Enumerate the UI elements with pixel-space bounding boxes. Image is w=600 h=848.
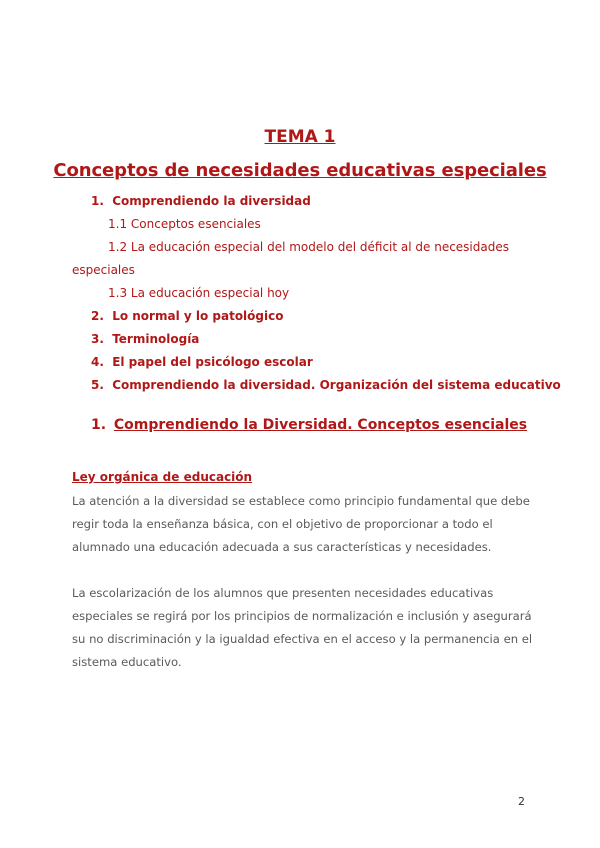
toc-item-1 [72,190,532,213]
toc-item-5 [72,374,561,397]
toc-item-number: 2. [91,309,104,323]
paragraph-line: sistema educativo. [72,655,182,669]
toc-item-number: 4. [91,355,104,369]
toc-item-label: Lo normal y lo patológico [112,309,284,323]
page-title: Conceptos de necesidades educativas especiales [53,160,547,181]
paragraph-diversity [72,490,532,559]
toc-item-number: 1. [91,194,104,208]
paragraph-line: La escolarización de los alumnos que presenten necesidades educativas [72,586,494,600]
paragraph-line: La atención a la diversidad se establece como principio fundamental que debe [72,494,530,508]
toc-item-3 [72,328,532,351]
toc-item-label: Terminología [112,332,200,346]
page-number: 2 [518,795,525,808]
section-number: 1. [91,417,107,433]
paragraph-line: alumnado una educación adecuada a sus características y necesidades. [72,540,492,554]
paragraph-schooling [72,582,532,674]
toc-subitem-1-3: 1.3 La educación especial hoy [108,286,290,300]
law-title: Ley orgánica de educación [72,470,253,484]
toc-item-label: Comprendiendo la diversidad [112,194,311,208]
section-title: Comprendiendo la Diversidad. Conceptos esenciales [113,417,528,433]
toc-item-label: Comprendiendo la diversidad. Organización del sistema educativo [112,378,561,392]
toc-item-number: 3. [91,332,104,346]
toc-item-number: 5. [91,378,104,392]
tema-label: TEMA 1 [264,127,336,147]
toc-subitem-line: especiales [72,263,135,277]
table-of-contents [72,190,561,397]
toc-subitem-line: 1.2 La educación especial del modelo del déficit al de necesidades [108,240,509,254]
toc-item-4 [72,351,532,374]
paragraph-line: su no discriminación y la igualdad efectiva en el acceso y la permanencia en el [72,632,533,646]
toc-subitem-1-2 [72,236,532,282]
toc-item-label: El papel del psicólogo escolar [112,355,313,369]
toc-item-2 [72,305,532,328]
paragraph-line: regir toda la enseñanza básica, con el objetivo de proporcionar a todo el [72,517,493,531]
toc-subitem-1-1: 1.1 Conceptos esenciales [108,217,261,231]
section-heading [91,417,527,433]
paragraph-line: especiales se regirá por los principios de normalización e inclusión y asegurará [72,609,532,623]
